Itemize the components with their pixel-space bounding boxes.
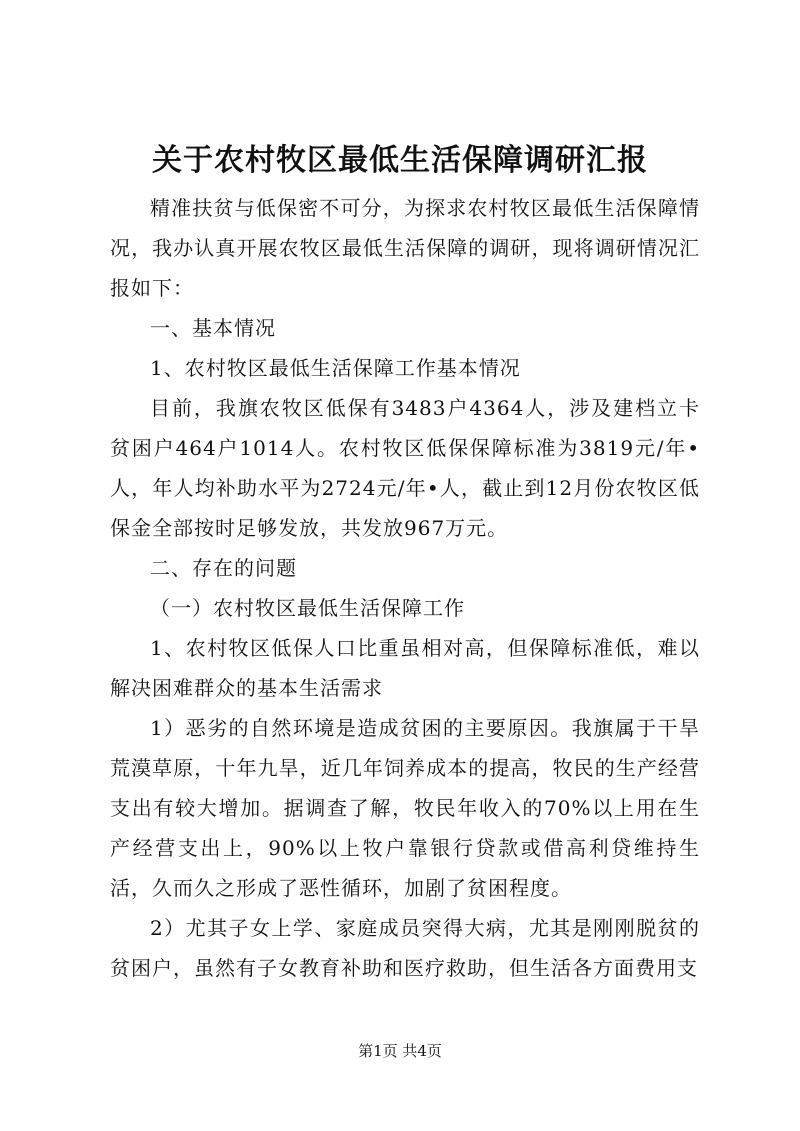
paragraph-environment: 1）恶劣的自然环境是造成贫困的主要原因。我旗属于干旱荒漠草原，十年九旱，近几年饲养成本的提高，牧民的生产经营支出有较大增加。据调查了解，牧民年收入的70%以上用在生产经营支出上，90%以上牧户靠银行贷款或借高利贷维持生活，久而久之形成了恶性循环，加剧了贫困程度。 bbox=[110, 716, 700, 900]
paragraph-education-illness: 2）尤其子女上学、家庭成员突得大病，尤其是刚刚脱贫的贫困户，虽然有子女教育补助和医疗救助，但生活各方面费用支 bbox=[110, 916, 700, 980]
subheading-basic-work: 1、农村牧区最低生活保障工作基本情况 bbox=[150, 356, 521, 380]
paragraph-statistics: 目前，我旗农牧区低保有3483户4364人，涉及建档立卡贫困户464户1014人。农村牧区低保保障标准为3819元/年•人，年人均补助水平为2724元/年•人，截止到12月份农牧区低保金全部按时足够发放，共发放967万元。 bbox=[110, 396, 700, 540]
document-body bbox=[110, 188, 700, 988]
subheading-low-standard: 1、农村牧区低保人口比重虽相对高，但保障标准低，难以解决困难群众的基本生活需求 bbox=[110, 636, 700, 700]
subheading-security-work: （一）农村牧区最低生活保障工作 bbox=[150, 596, 465, 620]
heading-basic-situation: 一、基本情况 bbox=[150, 316, 276, 340]
paragraph-intro: 精准扶贫与低保密不可分，为探求农村牧区最低生活保障情况，我办认真开展农牧区最低生活保障的调研，现将调研情况汇报如下： bbox=[110, 196, 700, 300]
page-footer: 第1页 共4页 bbox=[358, 1042, 442, 1060]
document-title: 关于农村牧区最低生活保障调研汇报 bbox=[152, 143, 648, 178]
heading-problems: 二、存在的问题 bbox=[150, 556, 297, 580]
